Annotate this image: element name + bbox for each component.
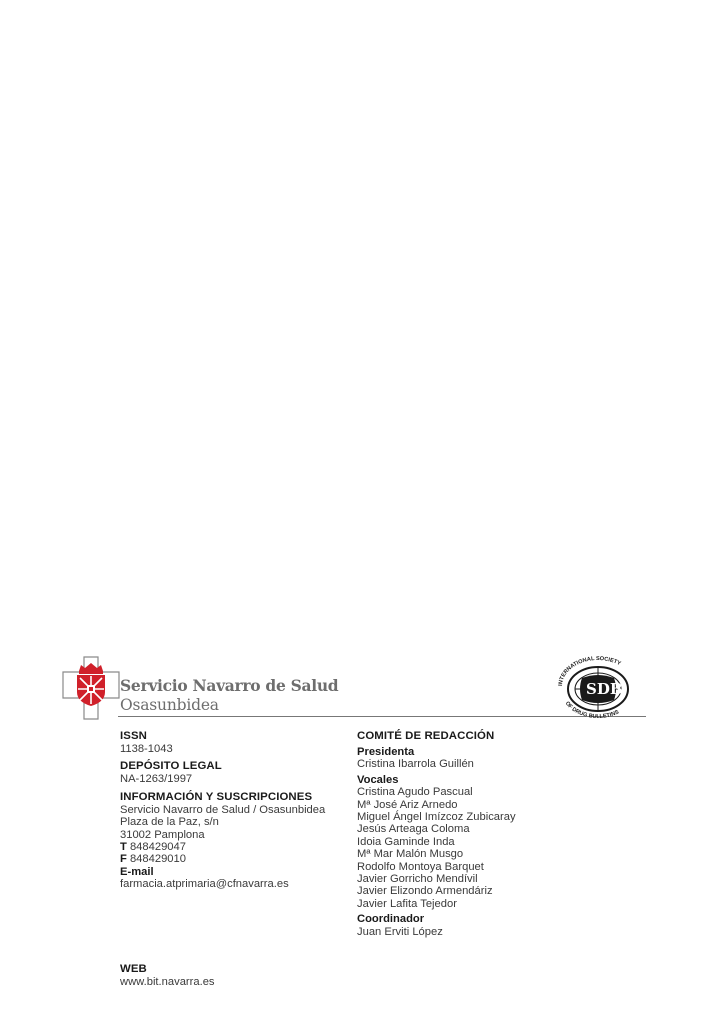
legal-deposit-value: NA-1263/1997 (120, 773, 193, 786)
organization-subtitle: Osasunbidea (120, 696, 219, 714)
subscriptions-label: INFORMACIÓN Y SUSCRIPCIONES (120, 790, 313, 803)
fax-line (120, 853, 350, 865)
address-line: 31002 Pamplona (120, 828, 205, 841)
issn-value: 1138-1043 (120, 743, 173, 755)
organization-name: Servicio Navarro de Salud (120, 676, 339, 695)
svg-text:SDB: SDB (586, 680, 623, 698)
member-name: Javier Elizondo Armendáriz (357, 885, 493, 898)
member-name: Mª Mar Malón Musgo (357, 848, 464, 861)
email-label: E-mail (120, 865, 154, 878)
member-name: Mª José Ariz Arnedo (357, 798, 458, 811)
publication-info-column (120, 730, 350, 891)
sns-logo (62, 656, 339, 720)
navarra-emblem-icon (62, 656, 120, 720)
committee-label: COMITÉ DE REDACCIÓN (357, 730, 495, 742)
phone-prefix: T (120, 841, 127, 854)
member-name: Jesús Arteaga Coloma (357, 823, 470, 836)
phone-line (120, 841, 350, 853)
web-section (120, 963, 215, 988)
coordinator-name: Juan Erviti López (357, 925, 443, 938)
member-name: Rodolfo Montoya Barquet (357, 860, 484, 873)
members-label: Vocales (357, 773, 399, 786)
isdb-text-top: INTERNATIONAL SOCIETY (557, 655, 622, 687)
member-name: Javier Gorricho Mendívil (357, 873, 478, 886)
fax-prefix: F (120, 853, 127, 866)
fax-number: 848429010 (129, 853, 186, 866)
coordinator-label: Coordinador (357, 913, 425, 926)
member-name: Cristina Agudo Pascual (357, 786, 473, 799)
member-name: Javier Lafita Tejedor (357, 897, 457, 910)
web-label: WEB (120, 963, 147, 975)
editorial-committee-column (357, 730, 597, 938)
web-link[interactable]: www.bit.navarra.es (120, 976, 215, 988)
member-name: Idoia Gaminde Inda (357, 835, 455, 848)
address-line: Servicio Navarro de Salud / Osasunbidea (120, 803, 326, 816)
member-name: Miguel Ángel Imízcoz Zubicaray (357, 811, 516, 824)
president-label: Presidenta (357, 746, 415, 758)
phone-number: 848429047 (129, 841, 186, 854)
president-name: Cristina Ibarrola Guillén (357, 758, 474, 771)
legal-deposit-label: DEPÓSITO LEGAL (120, 760, 222, 773)
isdb-text-bottom: OF DRUG BULLETINS (563, 700, 620, 718)
address-line: Plaza de la Paz, s/n (120, 816, 219, 829)
isdb-logo (548, 652, 648, 718)
issn-label: ISSN (120, 730, 147, 742)
email-link[interactable]: farmacia.atprimaria@cfnavarra.es (120, 878, 289, 891)
